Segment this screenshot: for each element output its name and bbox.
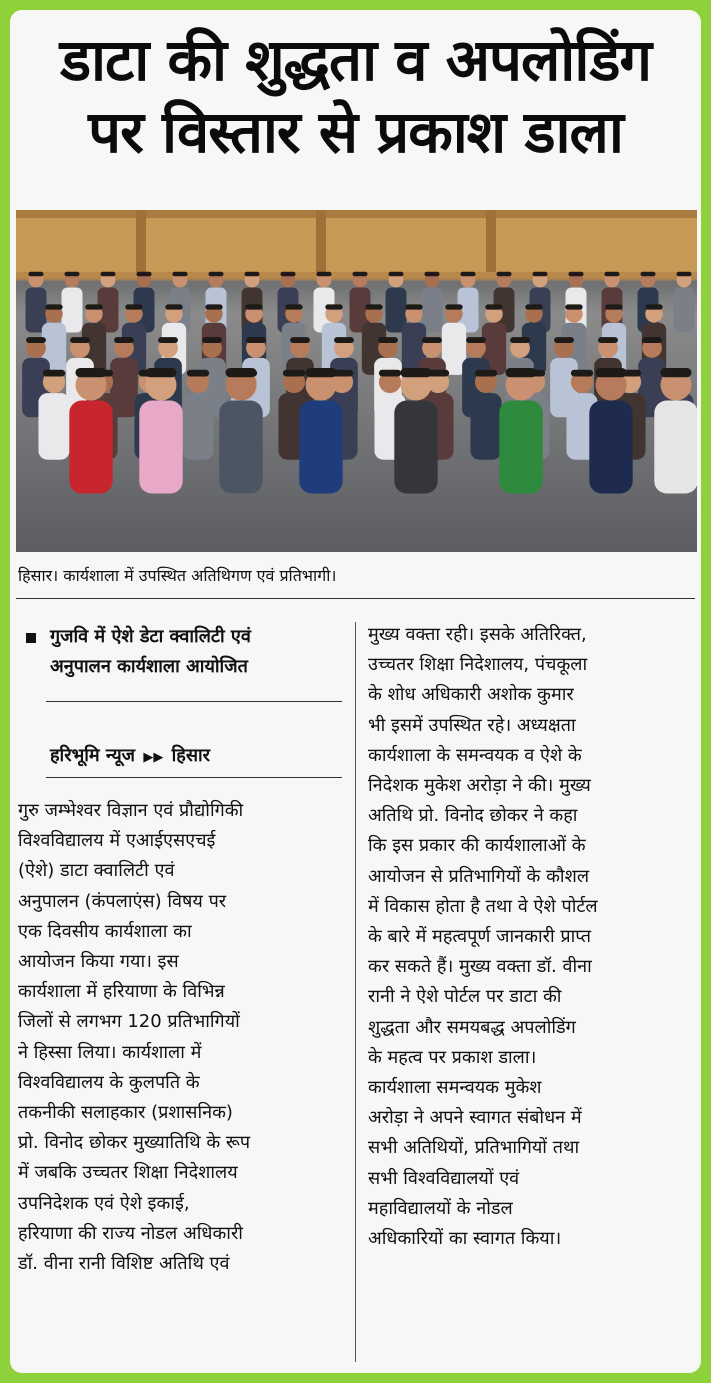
attendee-hair <box>425 272 440 277</box>
attendee-hair <box>389 272 404 277</box>
attendee-body <box>38 393 69 460</box>
attendee-hair <box>65 272 80 277</box>
attendee-hair <box>317 272 332 277</box>
article-line: महाविद्यालयों के नोडल <box>368 1197 513 1219</box>
front-row-person-hair <box>306 368 337 377</box>
attendee-hair <box>281 272 296 277</box>
front-row-person-hair <box>226 368 257 377</box>
front-row-person-body <box>589 401 632 494</box>
attendee-hair <box>642 337 662 343</box>
article-line: सभी विश्वविद्यालयों एवं <box>368 1167 520 1189</box>
attendee-hair <box>445 304 462 309</box>
attendee-hair <box>246 337 266 343</box>
attendee-hair <box>245 272 260 277</box>
attendee-hair <box>137 272 152 277</box>
subheadline-line-2: अनुपालन कार्यशाला आयोजित <box>50 656 248 677</box>
article-line: के बारे में महत्वपूर्ण जानकारी प्राप्त <box>368 926 592 948</box>
attendee-hair <box>45 304 62 309</box>
article-line: उपनिदेशक एवं ऐशे इकाई, <box>18 1192 190 1214</box>
front-row-person-body <box>69 401 112 494</box>
attendee-hair <box>125 304 142 309</box>
attendee-body <box>674 288 695 333</box>
article-line: के शोध अधिकारी अशोक कुमार <box>368 684 574 706</box>
article-line: अरोड़ा ने अपने स्वागत संबोधन में <box>368 1107 582 1129</box>
attendee-hair <box>158 337 178 343</box>
article-line: गुरु जम्भेश्वर विज्ञान एवं प्रौद्योगिकी <box>18 800 244 821</box>
front-row-person-body <box>499 401 542 494</box>
attendee-body <box>182 393 213 460</box>
article-line: विश्वविद्यालय के कुलपति के <box>18 1071 200 1093</box>
byline-divider <box>46 777 342 778</box>
article-line: सभी अतिथियों, प्रतिभागियों तथा <box>368 1137 580 1159</box>
attendee-hair <box>101 272 116 277</box>
attendee-body <box>470 393 501 460</box>
photo-caption: हिसार। कार्यशाला में उपस्थित अतिथिगण एवं प्रतिभागी। <box>18 566 337 585</box>
attendee-hair <box>379 370 401 377</box>
attendee-hair <box>378 337 398 343</box>
attendee-hair <box>461 272 476 277</box>
subheadline-line-1: गुजवि में ऐशे डेटा क्वालिटी एवं <box>50 626 251 647</box>
subheadline <box>50 622 350 682</box>
article-line: (ऐशे) डाटा क्वालिटी एवं <box>18 860 175 882</box>
article-line: एक दिवसीय कार्यशाला का <box>18 920 192 942</box>
article-line: डॉ. वीना रानी विशिष्ट अतिथि एवं <box>18 1253 230 1275</box>
front-row-person-body <box>219 401 262 494</box>
attendee-hair <box>26 337 46 343</box>
byline <box>50 743 210 767</box>
headline <box>10 24 701 168</box>
article-line: भी इसमें उपस्थित रहे। अध्यक्षता <box>368 714 576 736</box>
front-row-person-hair <box>596 368 627 377</box>
attendee-hair <box>209 272 224 277</box>
attendee-hair <box>571 370 593 377</box>
attendee-hair <box>334 337 354 343</box>
attendee-hair <box>85 304 102 309</box>
article-line: तकनीकी सलाहकार (प्रशासनिक) <box>18 1102 233 1124</box>
attendee-hair <box>283 370 305 377</box>
article-line: कार्यशाला के समन्वयक व ऐशे के <box>368 744 582 766</box>
attendee-hair <box>405 304 422 309</box>
article-line: आयोजन से प्रतिभागियों के कौशल <box>368 865 590 887</box>
front-row-person-body <box>394 401 437 494</box>
front-row-person-hair <box>661 368 692 377</box>
caption-divider <box>16 598 695 599</box>
attendee-hair <box>205 304 222 309</box>
attendee-hair <box>641 272 656 277</box>
article-line: रानी ने ऐशे पोर्टल पर डाटा की <box>368 986 562 1008</box>
article-line: के महत्व पर प्रकाश डाला। <box>368 1046 537 1068</box>
article-line: ने हिस्सा लिया। कार्यशाला में <box>18 1041 202 1063</box>
article-line: में विकास होता है तथा वे ऐशे पोर्टल <box>368 895 598 917</box>
bullet-square-icon <box>26 633 36 643</box>
attendee-hair <box>290 337 310 343</box>
attendee-hair <box>466 337 486 343</box>
headline-line-1: डाटा की शुद्धता व अपलोडिंग <box>59 26 652 94</box>
article-line: शुद्धता और समयबद्ध अपलोडिंग <box>368 1016 576 1038</box>
attendee-hair <box>29 272 44 277</box>
attendee-hair <box>165 304 182 309</box>
attendee-hair <box>485 304 502 309</box>
article-line: कार्यशाला में हरियाणा के विभिन्न <box>18 981 225 1003</box>
attendee-hair <box>554 337 574 343</box>
attendee-hair <box>475 370 497 377</box>
group-photo-illustration <box>16 210 697 552</box>
front-row-person-body <box>299 401 342 494</box>
article-line: कर सकते हैं। मुख्य वक्ता डॉ. वीना <box>368 956 592 978</box>
article-line: हरियाणा की राज्य नोडल अधिकारी <box>18 1222 243 1244</box>
article-line: आयोजन किया गया। इस <box>18 951 179 973</box>
article-line: मुख्य वक्ता रही। इसके अतिरिक्त, <box>368 624 587 645</box>
front-row-person-hair <box>76 368 107 377</box>
article-line: जिलों से लगभग 120 प्रतिभागियों <box>18 1011 240 1033</box>
byline-source: हरिभूमि न्यूज <box>50 745 136 766</box>
front-row-person-hair <box>401 368 432 377</box>
attendee-hair <box>114 337 134 343</box>
article-line: अधिकारियों का स्वागत किया। <box>368 1228 562 1250</box>
article-line: में जबकि उच्चतर शिक्षा निदेशालय <box>18 1162 238 1184</box>
fast-forward-icon: ▶▶ <box>143 750 164 765</box>
attendee-hair <box>533 272 548 277</box>
attendee-hair <box>605 272 620 277</box>
article-line: प्रो. विनोद छोकर मुख्यातिथि के रूप <box>18 1132 251 1154</box>
front-row-person-body <box>139 401 182 494</box>
attendee-hair <box>285 304 302 309</box>
attendee-hair <box>605 304 622 309</box>
attendee-hair <box>173 272 188 277</box>
attendee-hair <box>525 304 542 309</box>
article-line: उच्चतर शिक्षा निदेशालय, पंचकूला <box>368 654 588 676</box>
attendee-hair <box>677 272 692 277</box>
group-photo <box>16 210 697 552</box>
attendee-hair <box>43 370 65 377</box>
attendee-hair <box>202 337 222 343</box>
article-line: कार्यशाला समन्वयक मुकेश <box>368 1077 542 1099</box>
attendee-hair <box>325 304 342 309</box>
article-column-right <box>368 620 692 1254</box>
article-line: विश्वविद्यालय में एआईएसएचई <box>18 830 216 852</box>
attendee-hair <box>565 304 582 309</box>
attendee-hair <box>365 304 382 309</box>
article-line: कि इस प्रकार की कार्यशालाओं के <box>368 835 586 857</box>
attendee-hair <box>598 337 618 343</box>
article-line: अतिथि प्रो. विनोद छोकर ने कहा <box>368 805 578 827</box>
front-row-person-body <box>654 401 697 494</box>
subhead-divider <box>46 701 342 702</box>
headline-line-2: पर विस्तार से प्रकाश डाला <box>88 98 623 166</box>
front-row-person-hair <box>506 368 537 377</box>
article-column-left <box>18 796 344 1279</box>
attendee-hair <box>353 272 368 277</box>
column-divider <box>355 622 356 1362</box>
byline-place: हिसार <box>171 745 211 766</box>
attendee-hair <box>187 370 209 377</box>
attendee-hair <box>645 304 662 309</box>
attendee-hair <box>569 272 584 277</box>
article-line: निदेशक मुकेश अरोड़ा ने की। मुख्य <box>368 775 591 797</box>
attendee-hair <box>70 337 90 343</box>
article-line: अनुपालन (कंपलाएंस) विषय पर <box>18 890 227 912</box>
attendee-hair <box>245 304 262 309</box>
attendee-hair <box>422 337 442 343</box>
newspaper-clipping <box>10 10 701 1373</box>
attendee-hair <box>497 272 512 277</box>
front-row-person-hair <box>146 368 177 377</box>
attendee-hair <box>510 337 530 343</box>
